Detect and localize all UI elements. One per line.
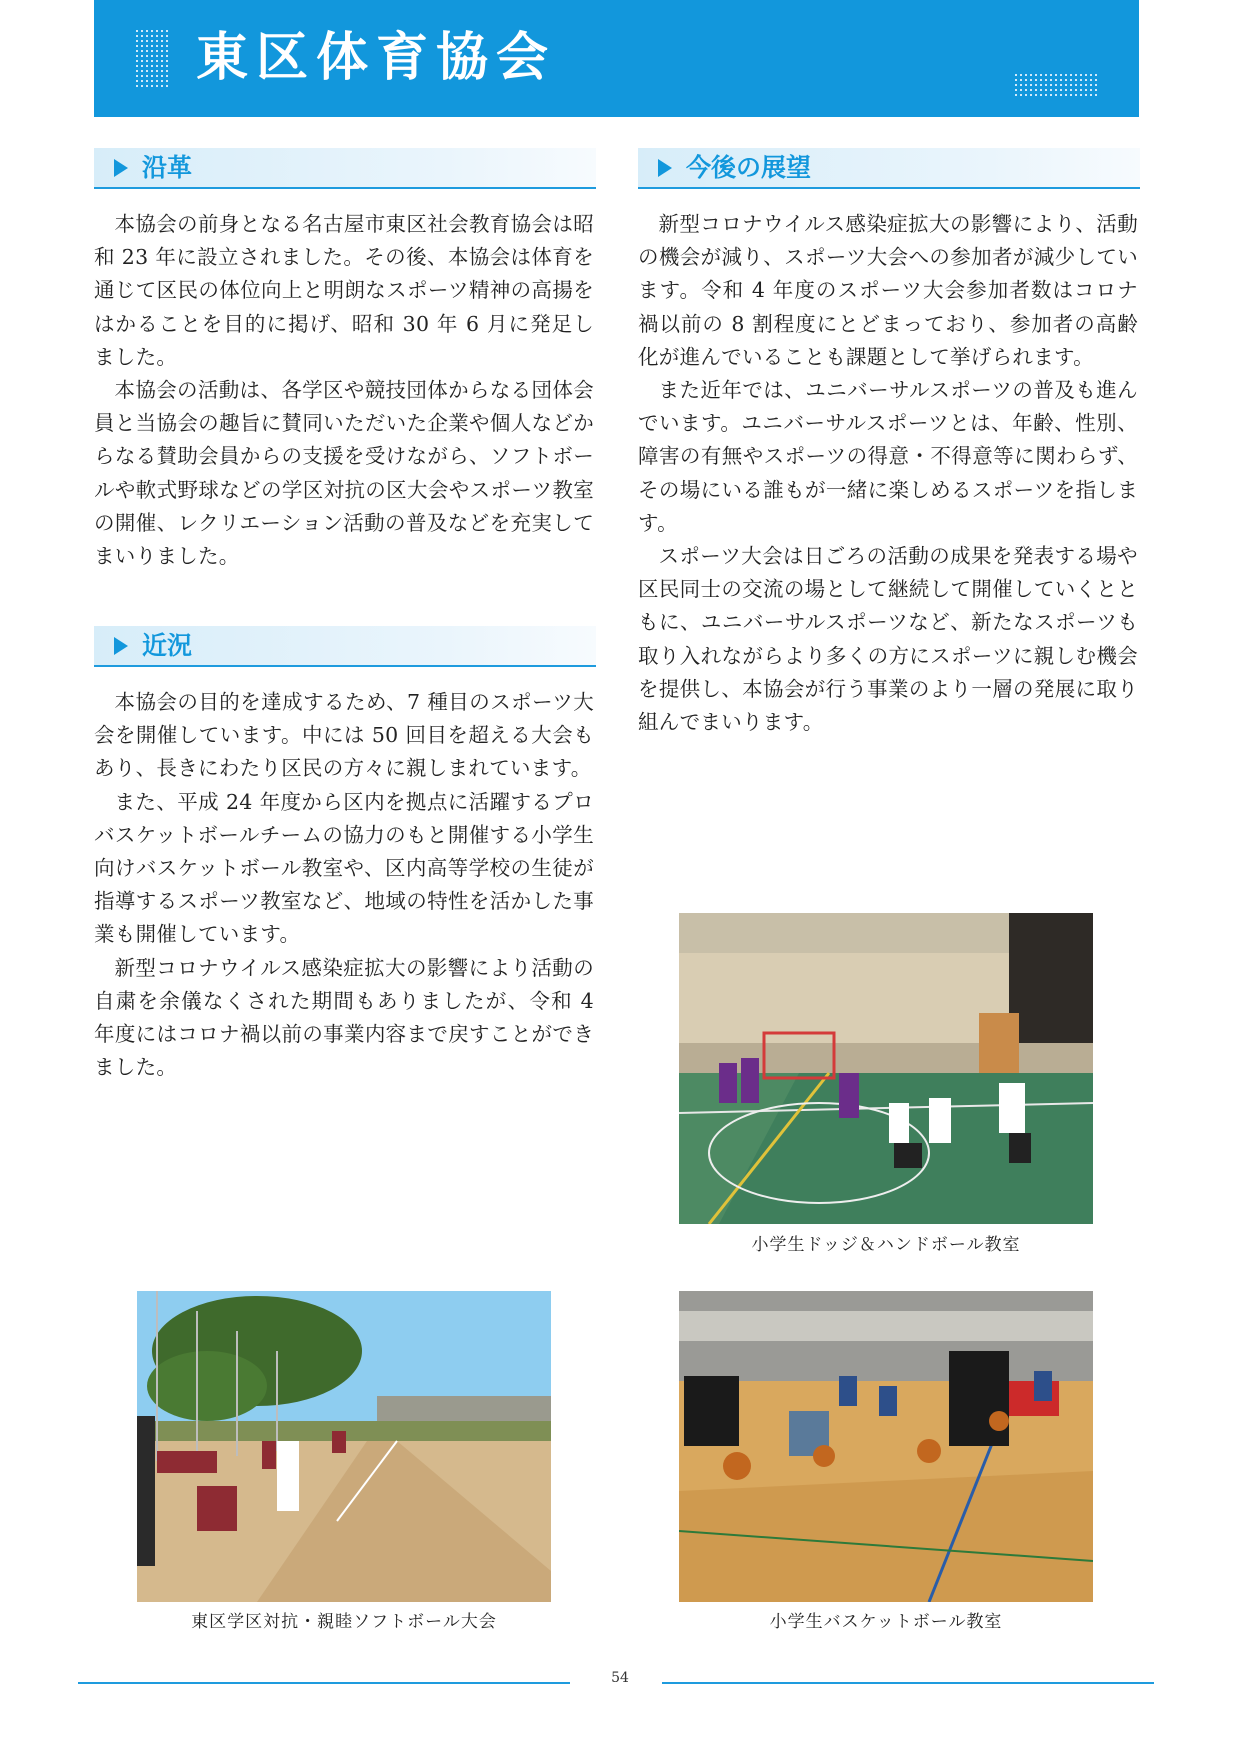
- history-paragraph-1: 本協会の前身となる名古屋市東区社会教育協会は昭和 23 年に設立されました。その後、本協会は体育を通じて区民の体位向上と明朗なスポーツ精神の高揚をはかることを目的に掲げ、昭和 30 年 6 月に発足しました。: [94, 212, 594, 369]
- banner-dot: [136, 60, 138, 62]
- dot-pattern-right: [1015, 74, 1097, 96]
- banner-dot: [1020, 89, 1022, 91]
- banner-dot: [1095, 79, 1097, 81]
- banner-dot: [1060, 74, 1062, 76]
- banner-dot: [1015, 74, 1017, 76]
- banner-dot: [161, 45, 163, 47]
- banner-dot: [146, 60, 148, 62]
- banner-dot: [166, 65, 168, 67]
- recent-paragraph-1: 本協会の目的を達成するため、7 種目のスポーツ大会を開催しています。中には 50 回目を超える大会もあり、長きにわたり区民の方々に親しまれています。: [94, 690, 594, 781]
- banner-dot: [161, 75, 163, 77]
- caption-dodge-handball: 小学生ドッジ＆ハンドボール教室: [751, 1235, 1021, 1255]
- banner-dot: [156, 75, 158, 77]
- banner-dot: [161, 70, 163, 72]
- banner-dot: [146, 50, 148, 52]
- banner-dot: [1065, 74, 1067, 76]
- banner-dot: [141, 35, 143, 37]
- banner-dot: [1080, 84, 1082, 86]
- outlook-paragraph-3: スポーツ大会は日ごろの活動の成果を発表する場や区民同士の交流の場として継続して開催していくとともに、ユニバーサルスポーツなど、新たなスポーツも取り入れながらより多くの方にスポーツに親しむ機会を提供し、本協会が行う事業のより一層の発展に取り組んでまいります。: [638, 544, 1138, 735]
- banner-dot: [141, 30, 143, 32]
- banner-dot: [1090, 84, 1092, 86]
- banner-dot: [146, 35, 148, 37]
- banner-dot: [141, 40, 143, 42]
- banner-dot: [1030, 89, 1032, 91]
- banner-dot: [1080, 94, 1082, 96]
- banner-dot: [151, 40, 153, 42]
- banner-dot: [1095, 94, 1097, 96]
- banner-dot: [1025, 89, 1027, 91]
- banner-dot: [151, 75, 153, 77]
- banner-dot: [1085, 79, 1087, 81]
- banner-dot: [151, 45, 153, 47]
- banner-dot: [1075, 74, 1077, 76]
- banner-dot: [161, 80, 163, 82]
- banner-dot: [1075, 94, 1077, 96]
- section-title-recent: 近況: [142, 631, 193, 660]
- banner-dot: [136, 40, 138, 42]
- banner-dot: [161, 35, 163, 37]
- banner-dot: [1085, 74, 1087, 76]
- section-header-outlook: [638, 148, 1140, 189]
- banner-dot: [1070, 84, 1072, 86]
- banner-dot: [1060, 89, 1062, 91]
- banner-dot: [136, 75, 138, 77]
- banner-dot: [1090, 89, 1092, 91]
- banner-dot: [1035, 89, 1037, 91]
- triangle-bullet-icon: [114, 637, 128, 655]
- banner-dot: [151, 35, 153, 37]
- banner-dot: [156, 55, 158, 57]
- banner-dot: [136, 45, 138, 47]
- caption-softball: 東区学区対抗・親睦ソフトボール大会: [191, 1612, 497, 1632]
- page-title: 東区体育協会: [196, 28, 557, 88]
- banner-dot: [156, 50, 158, 52]
- section-title-history: 沿革: [142, 153, 193, 182]
- banner-dot: [1060, 94, 1062, 96]
- banner-dot: [1030, 79, 1032, 81]
- banner-dot: [1020, 84, 1022, 86]
- history-text: [94, 208, 594, 573]
- banner-dot: [1095, 74, 1097, 76]
- section-title-outlook: 今後の展望: [686, 153, 812, 182]
- banner-dot: [161, 85, 163, 87]
- banner-dot: [141, 80, 143, 82]
- banner-dot: [166, 50, 168, 52]
- banner-dot: [146, 80, 148, 82]
- banner-dot: [1045, 84, 1047, 86]
- banner-dot: [136, 30, 138, 32]
- caption-basketball: 小学生バスケットボール教室: [769, 1612, 1003, 1632]
- banner-dot: [136, 65, 138, 67]
- banner-dot: [1085, 84, 1087, 86]
- banner-dot: [151, 65, 153, 67]
- banner-dot: [156, 65, 158, 67]
- banner-dot: [141, 55, 143, 57]
- banner-dot: [1025, 84, 1027, 86]
- banner-dot: [1075, 79, 1077, 81]
- banner-dot: [141, 75, 143, 77]
- banner-dot: [146, 85, 148, 87]
- banner-dot: [1050, 89, 1052, 91]
- banner-dot: [166, 55, 168, 57]
- photo-softball: [137, 1291, 551, 1602]
- banner-dot: [1055, 84, 1057, 86]
- banner-dot: [166, 80, 168, 82]
- banner-dot: [1055, 79, 1057, 81]
- banner-dot: [1050, 84, 1052, 86]
- banner-dot: [1055, 74, 1057, 76]
- banner-dot: [1075, 89, 1077, 91]
- banner-dot: [1060, 79, 1062, 81]
- banner-dot: [141, 65, 143, 67]
- banner-dot: [1015, 94, 1017, 96]
- banner-dot: [166, 60, 168, 62]
- banner-dot: [1070, 89, 1072, 91]
- banner-dot: [1030, 94, 1032, 96]
- banner-dot: [1040, 94, 1042, 96]
- banner-dot: [1020, 74, 1022, 76]
- banner-dot: [141, 50, 143, 52]
- photo-dodge-handball: [679, 913, 1093, 1224]
- banner-dot: [141, 45, 143, 47]
- banner-dot: [1065, 84, 1067, 86]
- banner-dot: [136, 35, 138, 37]
- banner-dot: [161, 55, 163, 57]
- banner-dot: [156, 85, 158, 87]
- banner-dot: [1015, 84, 1017, 86]
- banner-dot: [1020, 79, 1022, 81]
- banner-dot: [1045, 94, 1047, 96]
- banner-dot: [136, 50, 138, 52]
- banner-dot: [1080, 74, 1082, 76]
- banner-dot: [141, 60, 143, 62]
- banner-dot: [166, 30, 168, 32]
- banner-dot: [1085, 89, 1087, 91]
- banner-dot: [146, 55, 148, 57]
- banner-dot: [1025, 94, 1027, 96]
- banner-dot: [151, 70, 153, 72]
- banner-dot: [141, 70, 143, 72]
- banner-dot: [161, 50, 163, 52]
- banner-dot: [1045, 74, 1047, 76]
- page-number: 54: [611, 1670, 629, 1686]
- banner-dot: [1055, 94, 1057, 96]
- banner-dot: [1070, 74, 1072, 76]
- banner-dot: [146, 75, 148, 77]
- banner-dot: [156, 80, 158, 82]
- banner-dot: [1035, 79, 1037, 81]
- banner-dot: [166, 45, 168, 47]
- photo-basketball: [679, 1291, 1093, 1602]
- banner-dot: [1035, 94, 1037, 96]
- banner-dot: [156, 45, 158, 47]
- banner-dot: [1090, 74, 1092, 76]
- history-paragraph-2: 本協会の活動は、各学区や競技団体からなる団体会員と当協会の趣旨に賛同いただいた企業や個人などからなる賛助会員からの支援を受けながら、ソフトボールや軟式野球などの学区対抗の区大会やスポーツ教室の開催、レクリエーション活動の普及などを充実してまいりました。: [94, 378, 594, 569]
- banner-dot: [146, 45, 148, 47]
- banner-dot: [1045, 89, 1047, 91]
- banner-dot: [1090, 94, 1092, 96]
- banner-dot: [1070, 94, 1072, 96]
- banner-dot: [156, 30, 158, 32]
- banner-dot: [166, 85, 168, 87]
- outlook-paragraph-1: 新型コロナウイルス感染症拡大の影響により、活動の機会が減り、スポーツ大会への参加者が減少しています。令和 4 年度のスポーツ大会参加者数はコロナ禍以前の 8 割程度にとどまっており、参加者の高齢化が進んでいることも課題として挙げられます。: [638, 212, 1138, 369]
- banner-dot: [166, 40, 168, 42]
- banner-dot: [1090, 79, 1092, 81]
- banner-dot: [1065, 89, 1067, 91]
- banner-dot: [1015, 89, 1017, 91]
- banner-dot: [1085, 94, 1087, 96]
- banner-dot: [1040, 84, 1042, 86]
- banner-dot: [1030, 74, 1032, 76]
- banner-dot: [146, 40, 148, 42]
- banner-dot: [1040, 89, 1042, 91]
- banner-dot: [151, 55, 153, 57]
- recent-text: [94, 686, 594, 1084]
- banner-dot: [146, 65, 148, 67]
- footer-rule-left: [78, 1682, 570, 1684]
- banner-dot: [166, 75, 168, 77]
- banner-dot: [1045, 79, 1047, 81]
- banner-dot: [1065, 79, 1067, 81]
- triangle-bullet-icon: [114, 159, 128, 177]
- banner-dot: [1020, 94, 1022, 96]
- banner-dot: [136, 85, 138, 87]
- recent-paragraph-3: 新型コロナウイルス感染症拡大の影響により活動の自粛を余儀なくされた期間もありましたが、令和 4 年度にはコロナ禍以前の事業内容まで戻すことができました。: [94, 955, 594, 1080]
- banner-dot: [166, 70, 168, 72]
- banner-dot: [136, 55, 138, 57]
- banner-dot: [146, 30, 148, 32]
- banner-dot: [1065, 94, 1067, 96]
- banner-dot: [141, 85, 143, 87]
- banner-dot: [1025, 79, 1027, 81]
- banner-dot: [156, 40, 158, 42]
- dot-pattern-left: [136, 30, 168, 87]
- banner-dot: [156, 60, 158, 62]
- banner-dot: [1015, 79, 1017, 81]
- banner-dot: [156, 35, 158, 37]
- banner-dot: [161, 30, 163, 32]
- outlook-paragraph-2: また近年では、ユニバーサルスポーツの普及も進んでいます。ユニバーサルスポーツとは、年齢、性別、障害の有無やスポーツの得意・不得意等に関わらず、その場にいる誰もが一緒に楽しめるスポーツを指します。: [638, 378, 1138, 535]
- banner-dot: [1095, 89, 1097, 91]
- banner-dot: [1040, 74, 1042, 76]
- section-header-history: [94, 148, 596, 189]
- banner-dot: [161, 40, 163, 42]
- banner-dot: [151, 80, 153, 82]
- banner-dot: [1095, 84, 1097, 86]
- banner-dot: [1055, 89, 1057, 91]
- banner-dot: [136, 80, 138, 82]
- banner-dot: [1060, 84, 1062, 86]
- banner-dot: [161, 65, 163, 67]
- banner-dot: [1050, 79, 1052, 81]
- triangle-bullet-icon: [658, 159, 672, 177]
- banner-dot: [1035, 84, 1037, 86]
- banner-dot: [151, 50, 153, 52]
- banner-dot: [1025, 74, 1027, 76]
- banner-dot: [1040, 79, 1042, 81]
- banner-dot: [156, 70, 158, 72]
- banner-dot: [166, 35, 168, 37]
- footer-rule-right: [662, 1682, 1154, 1684]
- banner-dot: [151, 85, 153, 87]
- banner-dot: [1050, 74, 1052, 76]
- page-banner: [94, 0, 1139, 117]
- banner-dot: [1035, 74, 1037, 76]
- banner-dot: [1080, 89, 1082, 91]
- banner-dot: [136, 70, 138, 72]
- banner-dot: [151, 60, 153, 62]
- banner-dot: [151, 30, 153, 32]
- outlook-text: [638, 208, 1138, 739]
- banner-dot: [1080, 79, 1082, 81]
- banner-dot: [1050, 94, 1052, 96]
- banner-dot: [1070, 79, 1072, 81]
- recent-paragraph-2: また、平成 24 年度から区内を拠点に活躍するプロバスケットボールチームの協力のもと開催する小学生向けバスケットボール教室や、区内高等学校の生徒が指導するスポーツ教室など、地域の特性を活かした事業も開催しています。: [94, 789, 594, 947]
- banner-dot: [1075, 84, 1077, 86]
- banner-dot: [1030, 84, 1032, 86]
- section-header-recent: [94, 626, 596, 667]
- banner-dot: [146, 70, 148, 72]
- banner-dot: [161, 60, 163, 62]
